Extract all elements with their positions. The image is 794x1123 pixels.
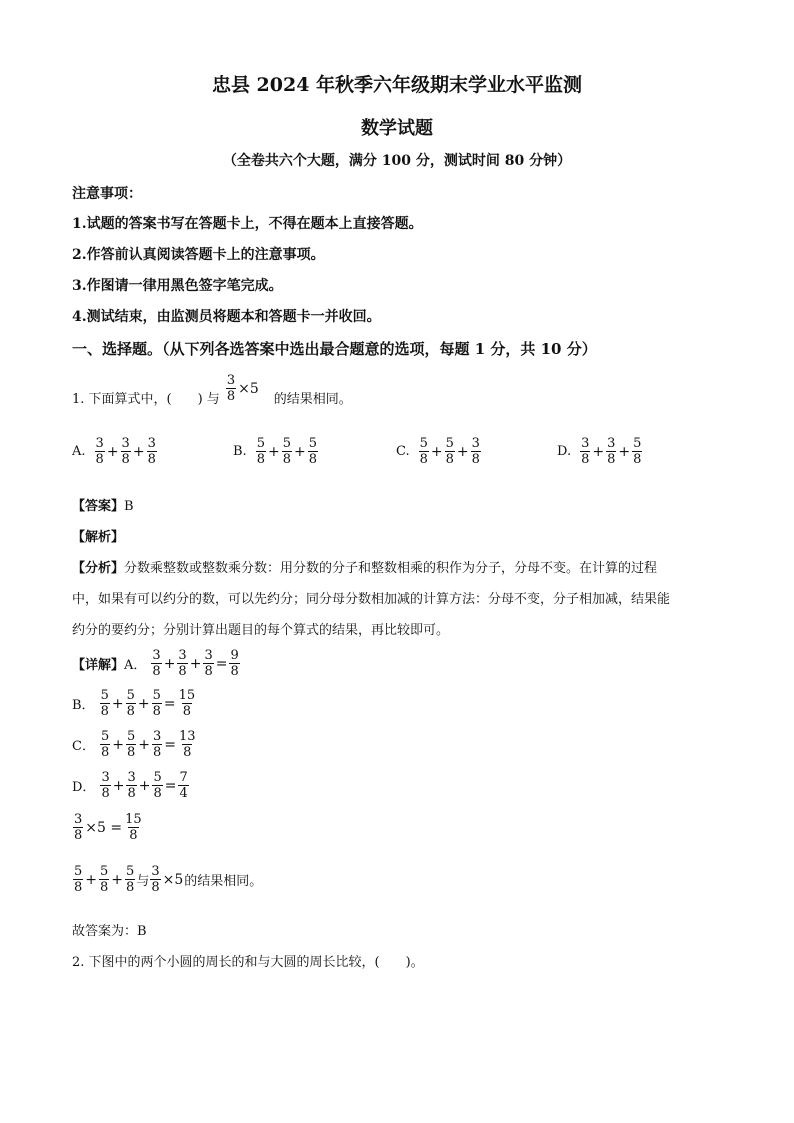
question-2-stem: 2. 下图中的两个小圆的周长的和与大圆的周长比较，( )。: [72, 955, 424, 970]
question-text: 1. 下面算式中，( ) 与: [72, 392, 220, 407]
notice-item: 1.试题的答案书写在答题卡上，不得在题本上直接答题。: [72, 216, 423, 232]
exam-title: 忠县 2024 年秋季六年级期末学业水平监测: [211, 74, 583, 96]
option-a: A. $\frac{3}{8}$ + $\frac{3}{8}$ + $\frac{3}{8}$: [72, 436, 156, 467]
question-text: 的结果相同。: [273, 392, 352, 407]
option-c: C. $\frac{5}{8}$ + $\frac{5}{8}$ + $\frac{3}{8}$: [396, 436, 480, 467]
detail-line-a: 【详解】 A． $\frac{3}{8}$ + $\frac{3}{8}$ + $\frac{3}{8}$ = $\frac{9}{8}$: [72, 648, 239, 679]
analysis-line: 【分析】分数乘整数或整数乘分数：用分数的分子和整数相乘的积作为分子，分母不变。在计算的过程: [72, 561, 658, 576]
detail-line-d: D． $\frac{3}{8}$ + $\frac{3}{8}$ + $\frac{5}{8}$ = $\frac{7}{4}$: [72, 770, 188, 801]
section-heading: 一、选择题。（从下列各选答案中选出最合题意的选项，每题 1 分，共 10 分）: [72, 340, 597, 358]
answer-line: [72, 495, 134, 514]
notice-item: 3.作图请一律用黑色签字笔完成。: [72, 278, 283, 294]
notice-heading: 注意事项：: [72, 186, 142, 202]
conclusion: 故答案为：B: [72, 924, 147, 939]
detail-line-b: B． $\frac{5}{8}$ + $\frac{5}{8}$ + $\frac{5}{8}$ = $\frac{15}{8}$: [72, 688, 196, 719]
answer-value: B: [124, 499, 134, 514]
analysis-line: 中，如果有可以约分的数，可以先约分；同分母分数相加减的计算方法：分母不变，分子相加减，结果能: [72, 592, 671, 607]
option-b: B. $\frac{5}{8}$ + $\frac{5}{8}$ + $\frac{5}{8}$: [233, 436, 317, 467]
exam-info: （全卷共六个大题，满分 100 分，测试时间 80 分钟）: [222, 153, 572, 169]
analysis-line: 约分的要约分；分别计算出题目的每个算式的结果，再比较即可。: [72, 623, 450, 638]
answer-label: 【答案】: [72, 499, 125, 514]
comparison-line: $\frac{5}{8}$ + $\frac{5}{8}$ + $\frac{5}{8}$ 与 $\frac{3}{8}$ ×5 的结果相同。: [74, 864, 263, 895]
notice-item: 4.测试结束，由监测员将题本和答题卡一并收回。: [72, 309, 381, 325]
exam-subject: 数学试题: [361, 118, 433, 139]
question-1-stem: 1. 下面算式中，( ) 与 $\frac{3}{8}$ ×5 的结果相同。: [72, 373, 352, 407]
option-d: D. $\frac{3}{8}$ + $\frac{3}{8}$ + $\frac{5}{8}$: [557, 436, 642, 467]
fraction: $\frac{3}{8}$: [226, 373, 236, 404]
detail-line-c: C． $\frac{5}{8}$ + $\frac{5}{8}$ + $\frac{3}{8}$ = $\frac{13}{8}$: [72, 729, 196, 760]
notice-item: 2.作答前认真阅读答题卡上的注意事项。: [72, 247, 325, 263]
product-line: $\frac{3}{8}$ ×5 = $\frac{15}{8}$: [74, 812, 142, 843]
analysis-label: 【解析】: [72, 530, 125, 545]
